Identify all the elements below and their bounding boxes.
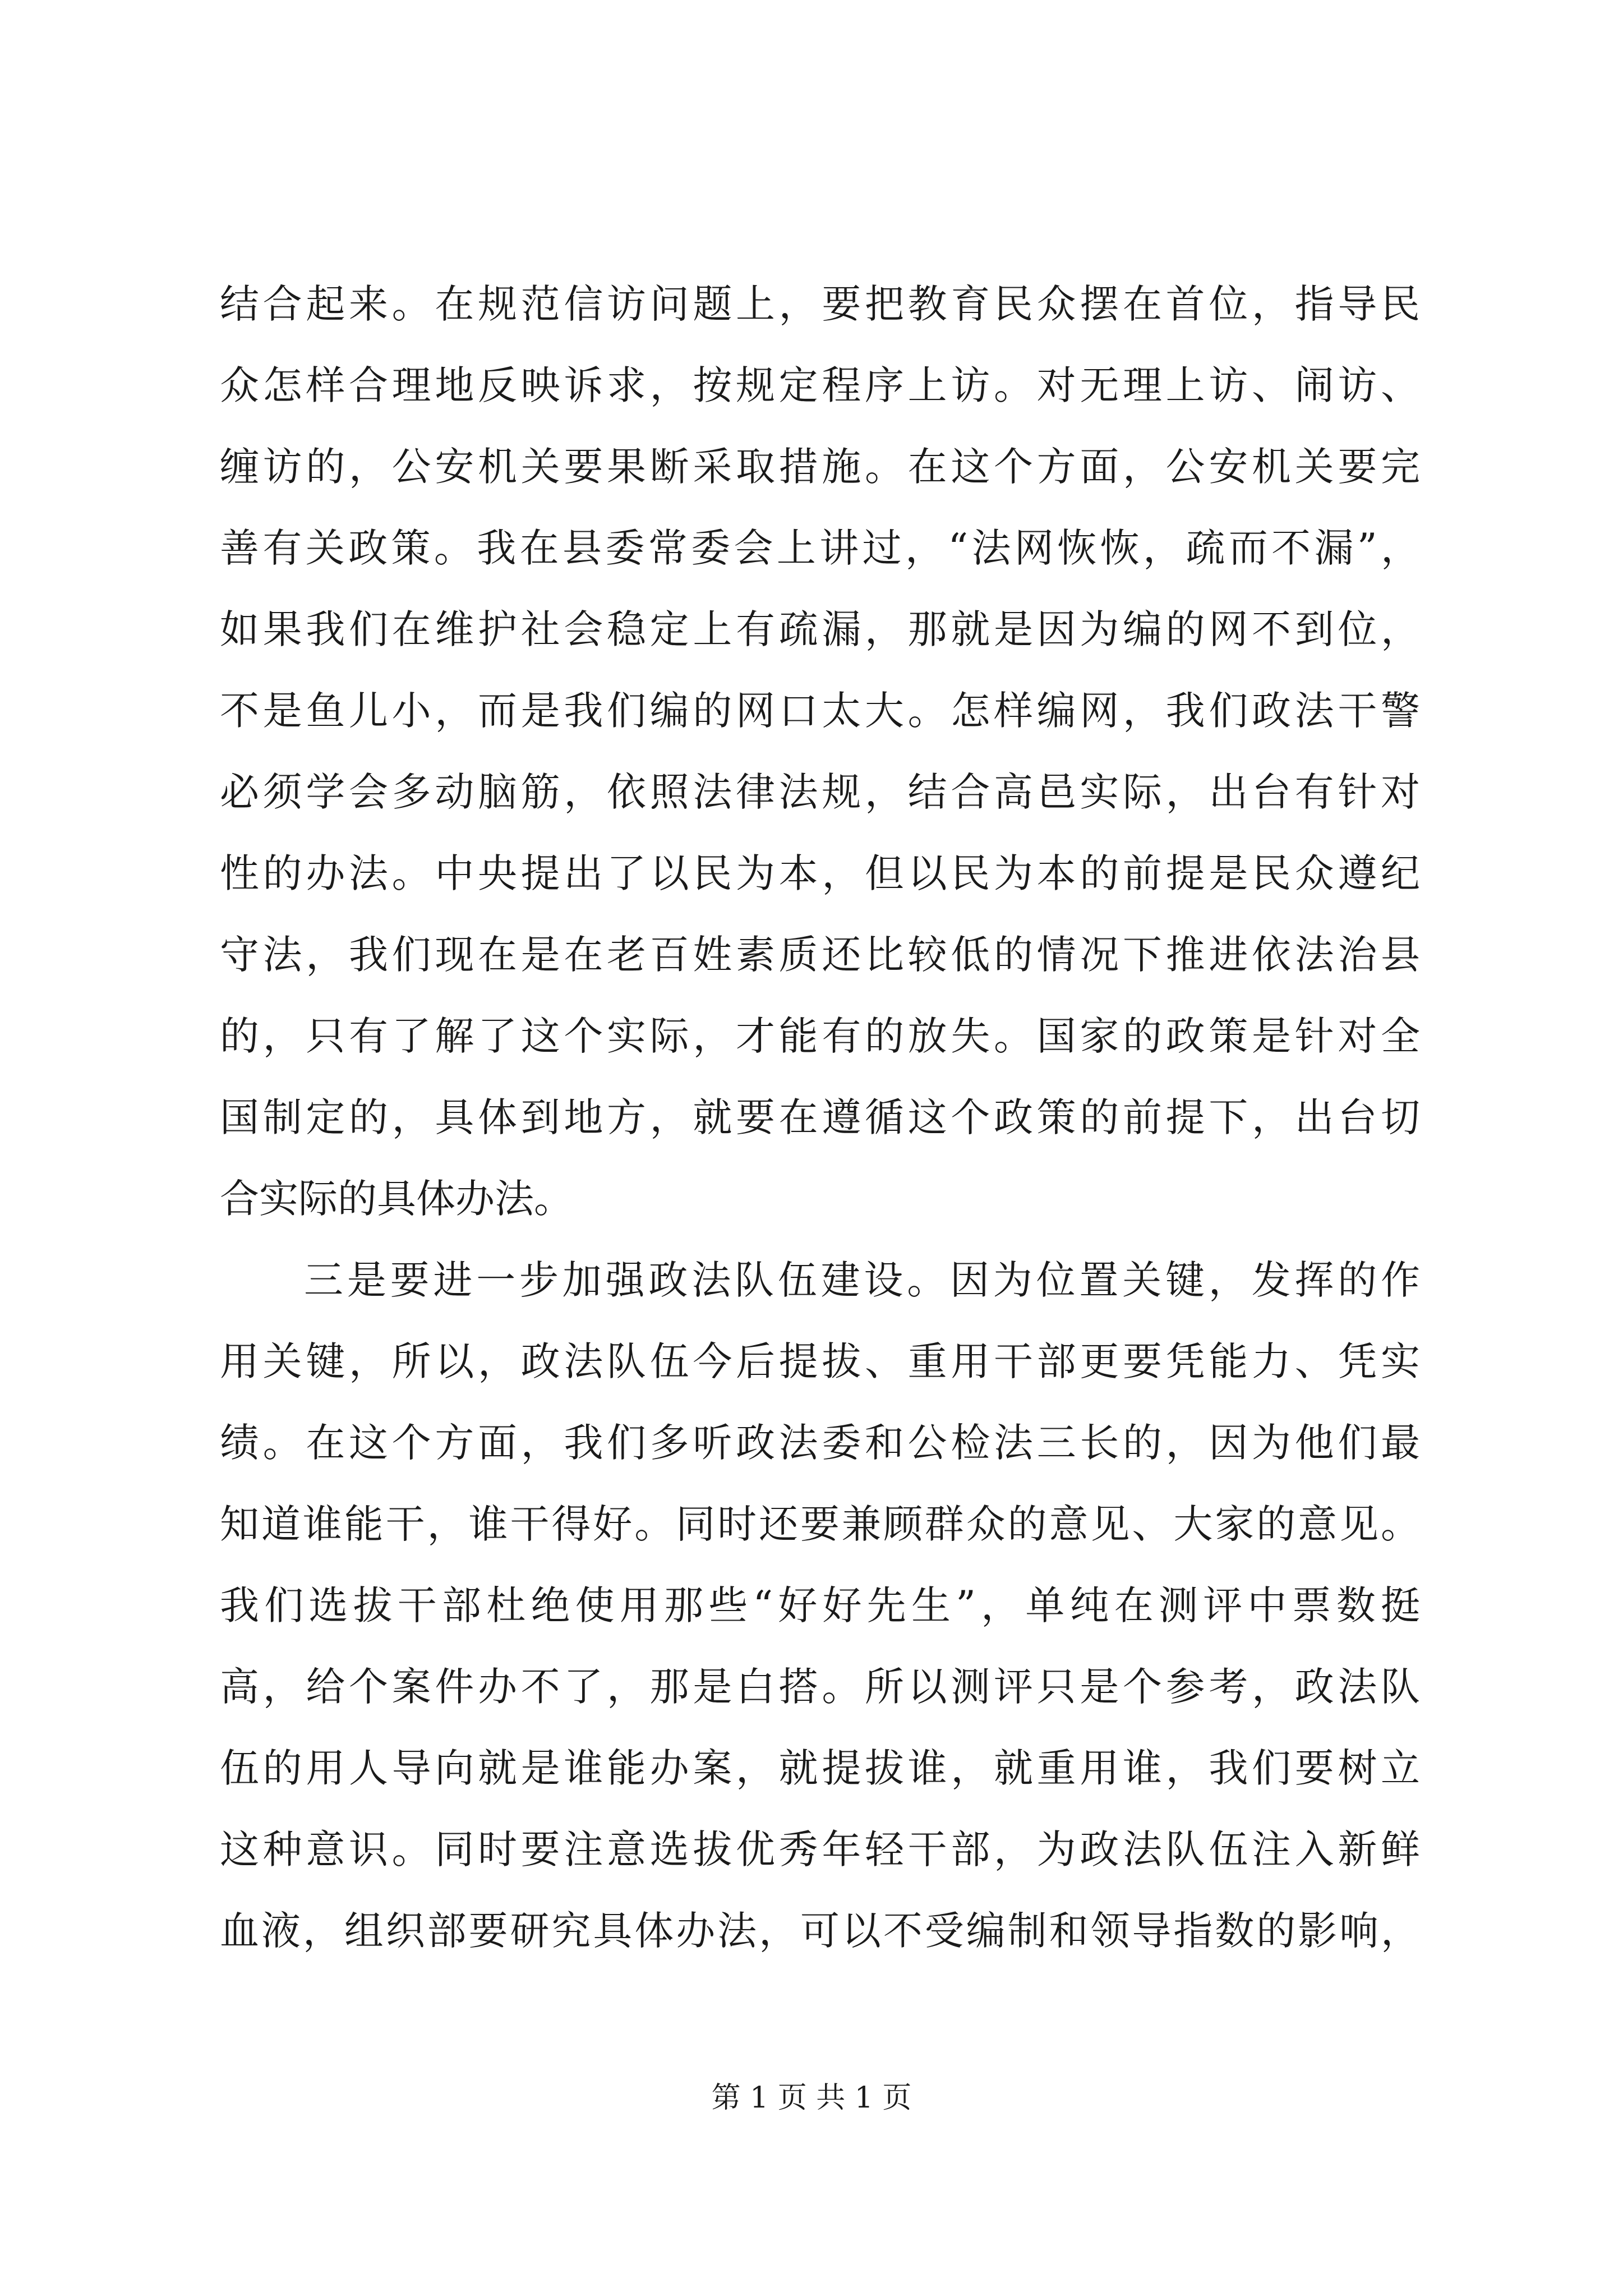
text-line: 伍的用人导向就是谁能办案，就提拔谁，就重用谁，我们要树立 xyxy=(220,1745,1420,1791)
body-text xyxy=(220,264,1420,1972)
text-line: 这种意识。同时要注意选拔优秀年轻干部，为政法队伍注入新鲜 xyxy=(220,1826,1420,1872)
text-line-paragraph-end: 合实际的具体办法。 xyxy=(220,1176,573,1222)
text-line-paragraph-start: 三是要进一步加强政法队伍建设。因为位置关键，发挥的作 xyxy=(304,1257,1420,1303)
page-footer: 第 1 页 共 1 页 xyxy=(711,2081,912,2115)
text-line: 善有关政策。我在县委常委会上讲过，“法网恢恢，疏而不漏”， xyxy=(220,525,1420,571)
text-line: 结合起来。在规范信访问题上，要把教育民众摆在首位，指导民 xyxy=(220,281,1420,327)
text-line: 知道谁能干，谁干得好。同时还要兼顾群众的意见、大家的意见。 xyxy=(220,1501,1420,1547)
text-line: 国制定的，具体到地方，就要在遵循这个政策的前提下，出台切 xyxy=(220,1094,1420,1140)
text-line: 守法，我们现在是在老百姓素质还比较低的情况下推进依法治县 xyxy=(220,932,1420,978)
text-line: 用关键，所以，政法队伍今后提拔、重用干部更要凭能力、凭实 xyxy=(220,1338,1420,1384)
text-line: 绩。在这个方面，我们多听政法委和公检法三长的，因为他们最 xyxy=(220,1420,1420,1466)
text-line: 如果我们在维护社会稳定上有疏漏，那就是因为编的网不到位， xyxy=(220,606,1420,652)
text-line: 缠访的，公安机关要果断采取措施。在这个方面，公安机关要完 xyxy=(220,444,1420,490)
text-line: 众怎样合理地反映诉求，按规定程序上访。对无理上访、闹访、 xyxy=(220,362,1420,408)
text-line: 我们选拔干部杜绝使用那些“好好先生”，单纯在测评中票数挺 xyxy=(220,1582,1420,1628)
text-line: 血液，组织部要研究具体办法，可以不受编制和领导指数的影响， xyxy=(220,1908,1420,1954)
text-line: 的，只有了解了这个实际，才能有的放失。国家的政策是针对全 xyxy=(220,1013,1420,1059)
text-line: 不是鱼儿小，而是我们编的网口太大。怎样编网，我们政法干警 xyxy=(220,688,1420,734)
text-line: 性的办法。中央提出了以民为本，但以民为本的前提是民众遵纪 xyxy=(220,850,1420,896)
text-line: 必须学会多动脑筋，依照法律法规，结合高邑实际，出台有针对 xyxy=(220,769,1420,815)
text-line: 高，给个案件办不了，那是白搭。所以测评只是个参考，政法队 xyxy=(220,1664,1420,1710)
